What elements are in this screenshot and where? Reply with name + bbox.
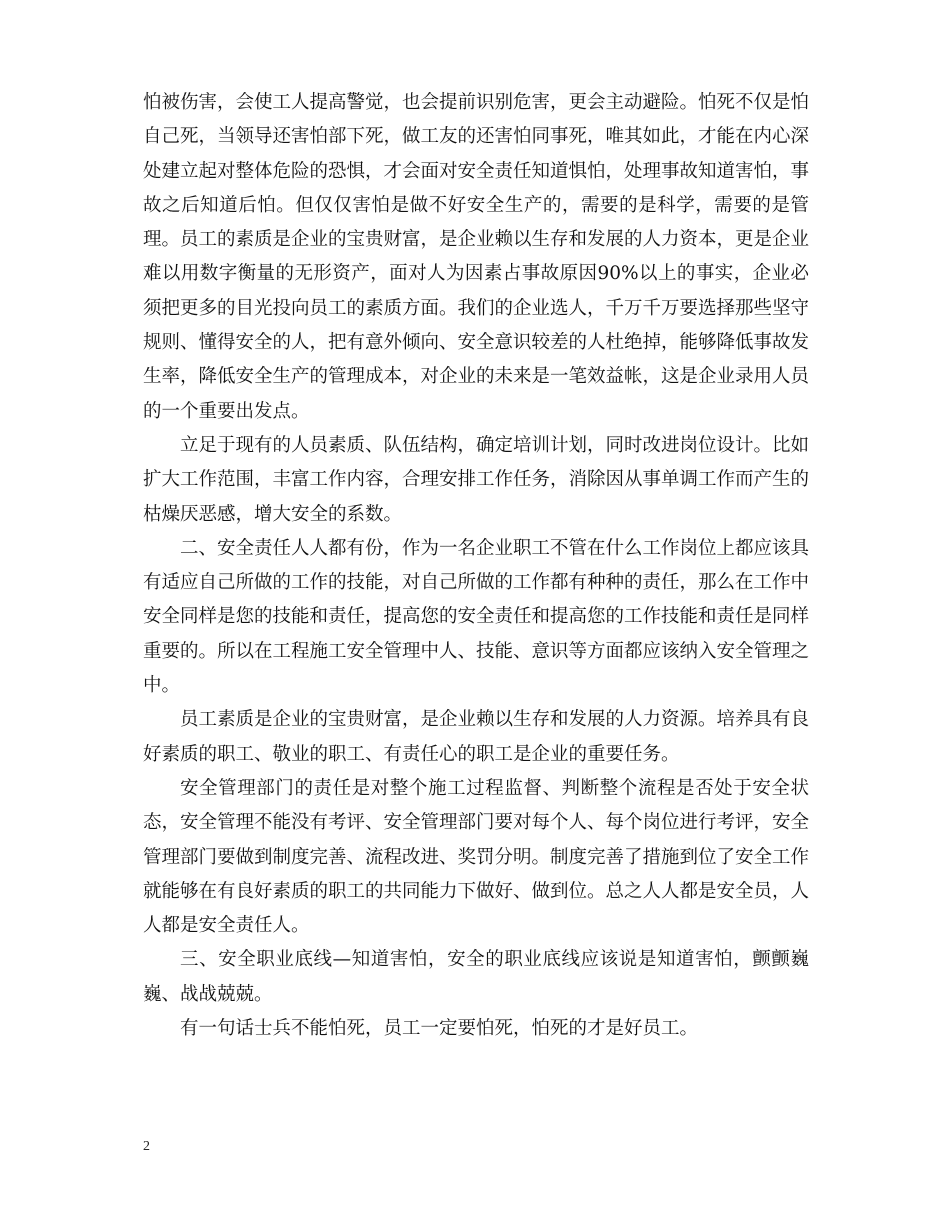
paragraph-5: 安全管理部门的责任是对整个施工过程监督、判断整个流程是否处于安全状态，安全管理不能没有考评、安全管理部门要对每个人、每个岗位进行考评，安全管理部门要做到制度完善、流程改进、奖罚分明。制度完善了措施到位了安全工作就能够在有良好素质的职工的共同能力下做好、做到位。总之人人都是安全员，人人都是安全责任人。 [143, 777, 810, 937]
paragraph-4: 员工素质是企业的宝贵财富，是企业赖以生存和发展的人力资源。培养具有良好素质的职工、敬业的职工、有责任心的职工是企业的重要任务。 [143, 709, 810, 765]
paragraph-3: 二、安全责任人人都有份，作为一名企业职工不管在什么工作岗位上都应该具有适应自己所做的工作的技能，对自己所做的工作都有种种的责任，那么在工作中安全同样是您的技能和责任，提高您的安全责任和提高您的工作技能和责任是同样重要的。所以在工程施工安全管理中人、技能、意识等方面都应该纳入安全管理之中。 [143, 537, 810, 697]
paragraph-6: 三、安全职业底线—知道害怕，安全的职业底线应该说是知道害怕，颤颤巍巍、战战兢兢。 [143, 949, 809, 1005]
paragraph-2: 立足于现有的人员素质、队伍结构，确定培训计划，同时改进岗位设计。比如扩大工作范围，丰富工作内容，合理安排工作任务，消除因从事单调工作而产生的枯燥厌恶感，增大安全的系数。 [143, 434, 810, 525]
page-number: 2 [143, 1139, 150, 1154]
paragraph-7: 有一句话士兵不能怕死，员工一定要怕死，怕死的才是好员工。 [180, 1018, 699, 1040]
body-text [143, 86, 809, 1046]
paragraph-1: 怕被伤害，会使工人提高警觉，也会提前识别危害，更会主动避险。怕死不仅是怕自己死，当领导还害怕部下死，做工友的还害怕同事死，唯其如此，才能在内心深处建立起对整体危险的恐惧，才会面对安全责任知道惧怕，处理事故知道害怕，事故之后知道后怕。但仅仅害怕是做不好安全生产的，需要的是科学，需要的是管理。员工的素质是企业的宝贵财富，是企业赖以生存和发展的人力资本，更是企业难以用数字衡量的无形资产，面对人为因素占事故原因90%以上的事实，企业必须把更多的目光投向员工的素质方面。我们的企业选人，千万千万要选择那些坚守规则、懂得安全的人，把有意外倾向、安全意识较差的人杜绝掉，能够降低事故发生率，降低安全生产的管理成本，对企业的未来是一笔效益帐，这是企业录用人员的一个重要出发点。 [143, 92, 810, 422]
